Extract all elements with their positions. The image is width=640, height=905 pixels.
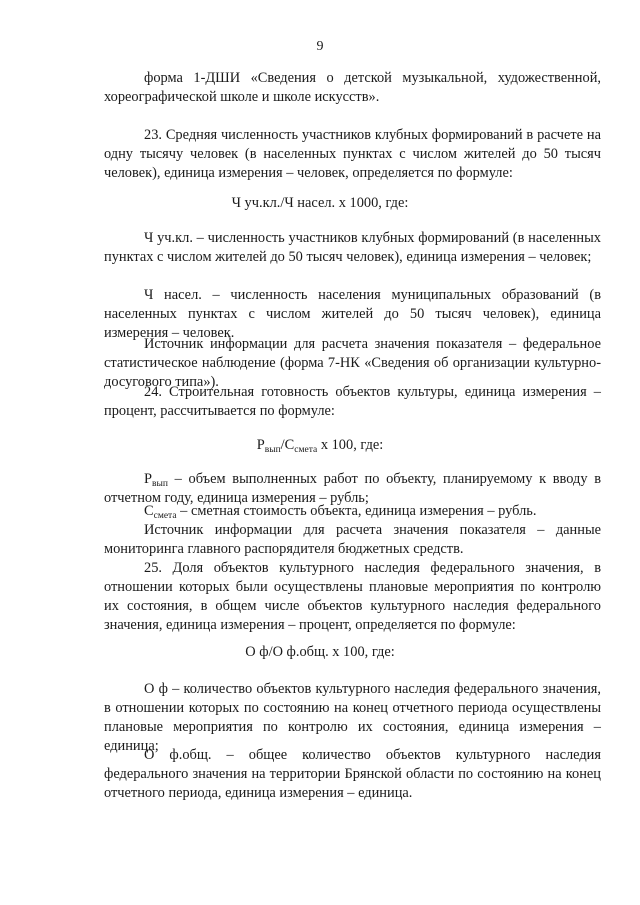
item-23-definition-1: Ч уч.кл. – численность участников клубных формирований (в населенных пунктах с числом жителей до 50 тысяч человек), единица измерения – человек; [104, 230, 601, 265]
item-24-paragraph: 24. Строительная готовность объектов культуры, единица измерения – процент, рассчитывается по формуле: [104, 384, 601, 419]
page-number: 9 [316, 39, 324, 54]
item-24-definition-2: $С_{смета}$ – сметная стоимость объекта, единица измерения – рубль. [144, 503, 537, 521]
intro-paragraph: форма 1-ДШИ «Сведения о детской музыкальной, художественной, хореографической школе и школе искусств». [104, 70, 601, 105]
item-25-formula: О ф/О ф.общ. х 100, где: [245, 644, 395, 660]
item-24-definition-1: $Р_{вып}$ – объем выполненных работ по объекту, планируемому к вводу в отчетном году, единица измерения – рубль; [104, 471, 601, 506]
item-24-source: Источник информации для расчета значения показателя – данные мониторинга главного распорядителя бюджетных средств. [104, 522, 601, 557]
item-23-definition-2: Ч насел. – численность населения муниципальных образований (в населенных пунктах с числом жителей до 50 тысяч человек), единица измерения – человек. [104, 287, 601, 341]
item-25-definition-1: О ф – количество объектов культурного наследия федерального значения, в отношении которых по состоянию на конец отчетного периода осуществлены плановые мероприятия по контролю их состояния, единица измерения – единица; [104, 681, 601, 754]
item-24-formula: $P_{вып}/C_{смета}$ х 100, где: [256, 437, 384, 455]
item-23-paragraph: 23. Средняя численность участников клубных формирований в расчете на одну тысячу человек (в населенных пунктах с числом жителей до 50 тысяч человек), единица измерения – человек, определяется по формуле: [104, 127, 601, 181]
item-23-source: Источник информации для расчета значения показателя – федеральное статистическое наблюдение (форма 7-НК «Сведения об организации культурно-досугового типа»). [104, 336, 601, 390]
item-25-definition-2: О ф.общ. – общее количество объектов культурного наследия федерального значения на территории Брянской области по состоянию на конец отчетного периода, единица измерения – единица. [104, 747, 601, 801]
item-23-formula: Ч уч.кл./Ч насел. х 1000, где: [231, 195, 409, 211]
item-25-paragraph: 25. Доля объектов культурного наследия федерального значения, в отношении которых были осуществлены плановые мероприятия по контролю их состояния, в общем числе объектов культурного наследия федерального значения, единица измерения – процент, определяется по формуле: [104, 560, 601, 633]
